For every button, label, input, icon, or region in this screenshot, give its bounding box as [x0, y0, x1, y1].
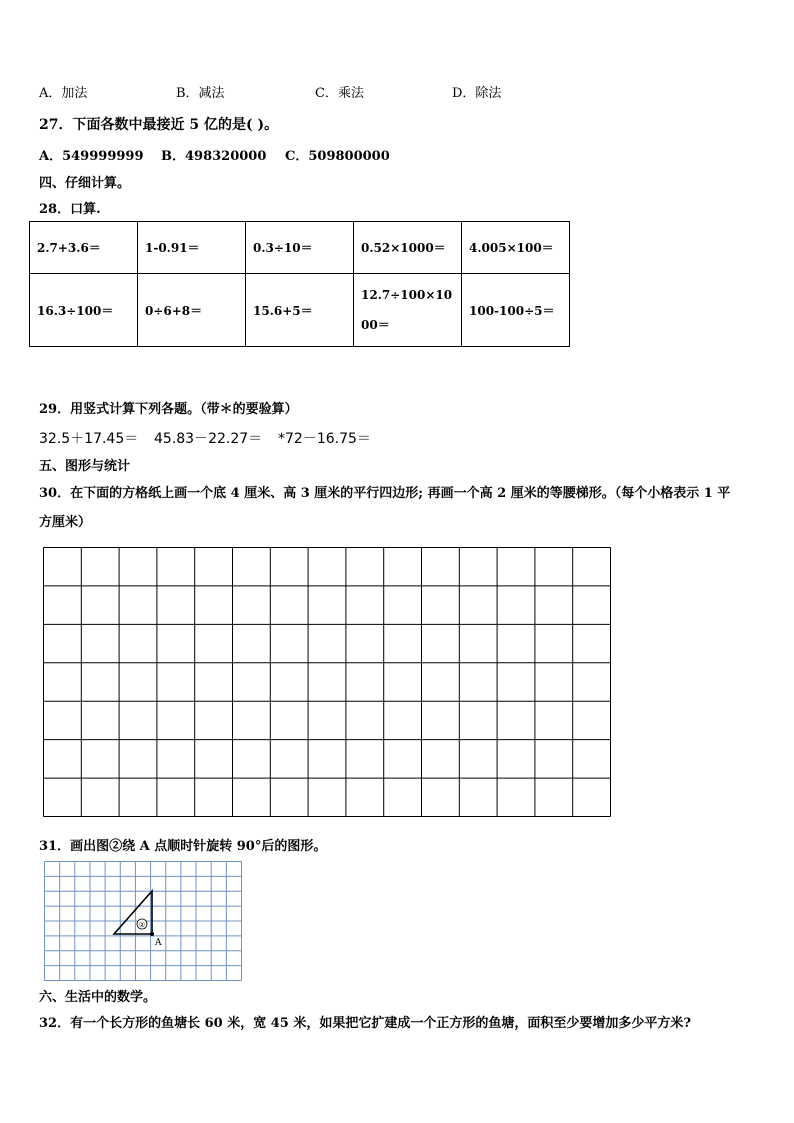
- q26-option-a: A．加法: [39, 86, 88, 101]
- section-4-title: 四、仔细计算。: [39, 176, 131, 191]
- point-a-dot: [150, 932, 154, 936]
- point-a-label: A: [155, 938, 162, 948]
- triangle-figure-2: [114, 891, 152, 934]
- q31-title: 31．画出图②绕 A 点顺时针旋转 90°后的图形。: [39, 839, 327, 854]
- q27-option-a: A．549999999: [39, 149, 144, 164]
- table-row: [30, 222, 570, 274]
- oral-calc-table: [29, 221, 570, 347]
- q29-title: 29．用竖式计算下列各题。（带＊的要验算）: [39, 402, 298, 417]
- table-cell: 15.6+5＝: [246, 274, 354, 347]
- q26-option-b: B．减法: [176, 86, 225, 101]
- q27-question: 27．下面各数中最接近 5 亿的是( )。: [39, 117, 279, 133]
- q26-option-c: C．乘法: [315, 86, 364, 101]
- q30-text-line2: 方厘米）: [39, 515, 92, 530]
- q26-option-d: D．除法: [452, 86, 502, 101]
- q27-option-c: C．509800000: [285, 149, 390, 164]
- table-cell: 0.3÷10＝: [246, 222, 354, 274]
- q29-expression-3: *72－16.75＝: [278, 431, 371, 447]
- q28-title: 28．口算.: [39, 202, 101, 217]
- table-cell: 1-0.91＝: [138, 222, 246, 274]
- q30-text-line1: 30．在下面的方格纸上画一个底 4 厘米、高 3 厘米的平行四边形; 再画一个高 2 厘米的等腰梯形。（每个小格表示 1 平: [39, 486, 731, 501]
- table-cell: 4.005×100＝: [462, 222, 570, 274]
- section-6-title: 六、生活中的数学。: [39, 990, 157, 1005]
- table-cell: 100-100÷5＝: [462, 274, 570, 347]
- q32-question: 32．有一个长方形的鱼塘长 60 米，宽 45 米，如果把它扩建成一个正方形的鱼塘，面积至少要增加多少平方米?: [39, 1016, 691, 1031]
- figure-2-label: ②: [138, 921, 146, 929]
- table-cell: 12.7÷100×1000＝: [354, 274, 462, 347]
- q27-option-b: B．498320000: [161, 149, 267, 164]
- table-cell: 0÷6+8＝: [138, 274, 246, 347]
- q31-rotation-grid[interactable]: [44, 861, 242, 981]
- table-row: [30, 274, 570, 347]
- table-cell: 16.3÷100＝: [30, 274, 138, 347]
- table-cell: 2.7+3.6＝: [30, 222, 138, 274]
- q30-square-grid[interactable]: [43, 547, 611, 817]
- q29-expression-2: 45.83－22.27＝: [154, 431, 263, 447]
- table-cell: 0.52×1000＝: [354, 222, 462, 274]
- section-5-title: 五、图形与统计: [39, 459, 131, 474]
- q29-expression-1: 32.5＋17.45＝: [39, 431, 139, 447]
